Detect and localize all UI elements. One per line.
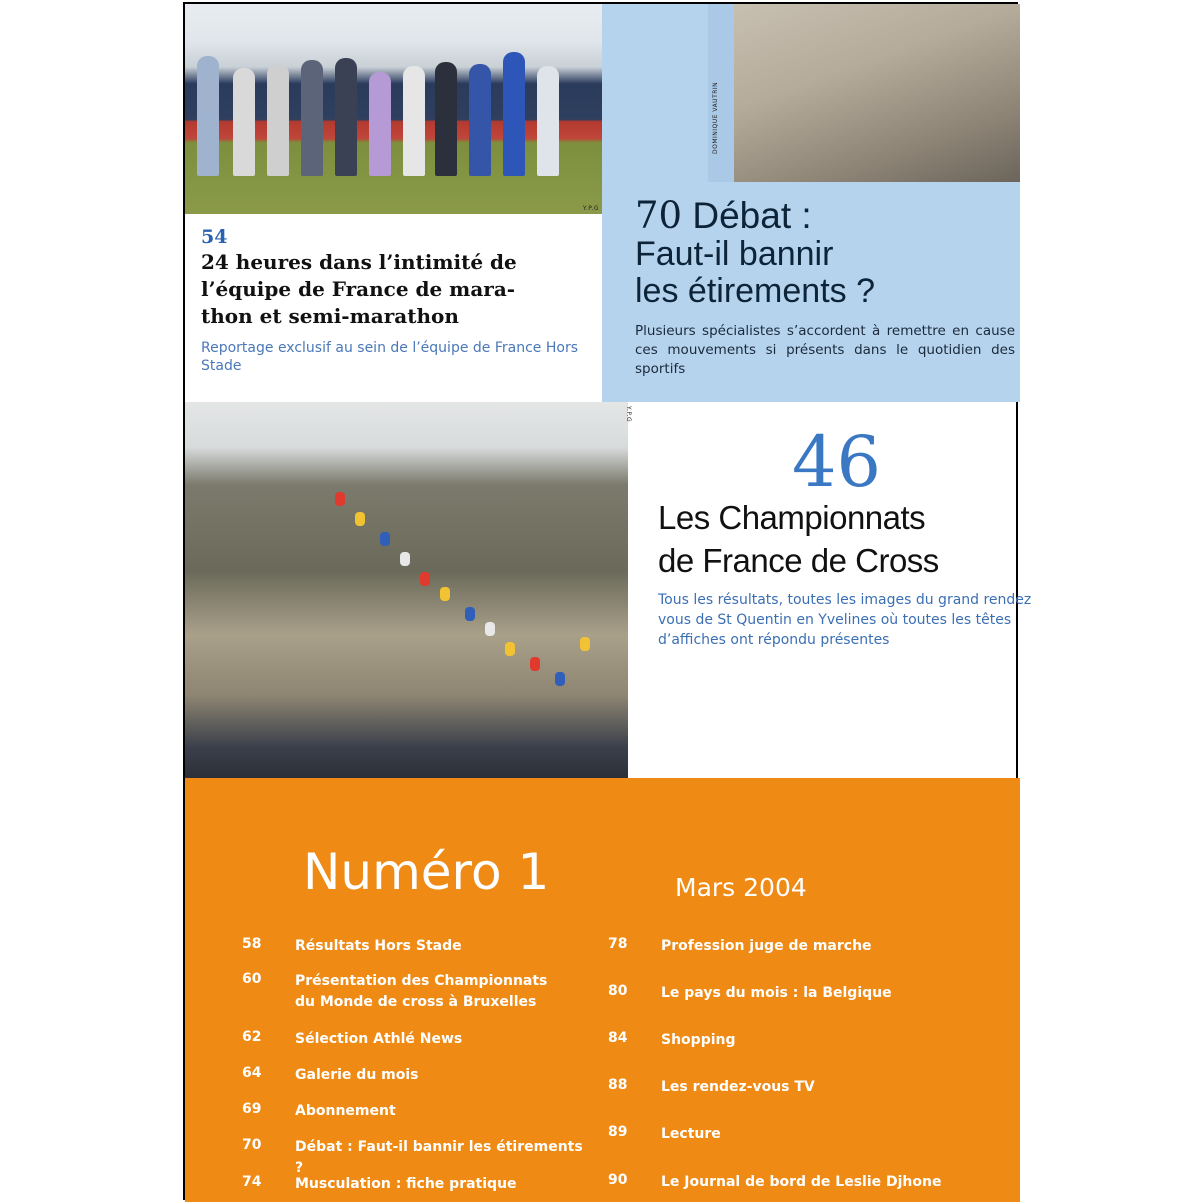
- photo-credit-cross: Y.P.G: [625, 406, 632, 423]
- photo-credit-stretch: DOMINIQUE VAUTRIN: [712, 81, 719, 154]
- article-54-description: Reportage exclusif au sein de l’équipe de France Hors Stade: [201, 340, 578, 374]
- article-54-title: 24 heures dans l’intimité de l’équipe de France de mara- thon et semi-marathon: [201, 250, 517, 328]
- toc-page: 70: [242, 1137, 262, 1153]
- article-70-description: Plusieurs spécialistes s’accordent à remettre en cause ces mouvements si présents dans le quotidien des sportifs: [635, 323, 1015, 377]
- toc-page: 74: [242, 1174, 262, 1190]
- article-70-page: 70: [635, 194, 683, 237]
- article-46-description: Tous les résultats, toutes les images du grand rendez vous de St Quentin en Yvelines où toutes les têtes d’affiches ont répondu présentes: [658, 592, 1032, 648]
- toc-title: Abonnement: [295, 1103, 396, 1119]
- article-46-title: Les Championnats de France de Cross: [658, 499, 939, 579]
- toc-title: Galerie du mois: [295, 1067, 419, 1083]
- article-46[interactable]: [658, 421, 1032, 650]
- toc-page: 58: [242, 936, 262, 952]
- toc-title: Le Journal de bord de Leslie Djhone: [661, 1174, 942, 1190]
- article-70-label: Débat :: [692, 195, 812, 236]
- toc-page: 80: [608, 983, 628, 999]
- toc-title: Résultats Hors Stade: [295, 938, 462, 954]
- article-70-title-1: Faut-il bannir: [635, 235, 834, 273]
- toc-page: 64: [242, 1065, 262, 1081]
- article-54-page: 54: [201, 226, 228, 248]
- toc-page: 62: [242, 1029, 262, 1045]
- toc-title: Le pays du mois : la Belgique: [661, 985, 892, 1001]
- article-54[interactable]: [201, 226, 601, 375]
- magazine-page: [183, 2, 1032, 1200]
- team-photo: [185, 4, 603, 214]
- stretching-photo: [708, 4, 1020, 182]
- toc-title: Shopping: [661, 1032, 736, 1048]
- issue-date: Mars 2004: [675, 873, 807, 902]
- toc-title: Sélection Athlé News: [295, 1031, 463, 1047]
- article-70-heading: [635, 196, 1015, 236]
- issue-title: Numéro 1: [303, 843, 550, 901]
- toc-page: 78: [608, 936, 628, 952]
- article-70-title-2: les étirements ?: [635, 272, 875, 310]
- toc-page: 90: [608, 1172, 628, 1188]
- toc-title: Présentation des Championnats du Monde de cross à Bruxelles: [295, 973, 548, 1010]
- article-46-page: 46: [792, 421, 882, 503]
- toc-page: 60: [242, 971, 262, 987]
- toc-page: 69: [242, 1101, 262, 1117]
- toc-title: Lecture: [661, 1126, 721, 1142]
- toc-title: Profession juge de marche: [661, 938, 872, 954]
- photo-credit-team: Y.P.G: [582, 205, 599, 212]
- toc-page: 88: [608, 1077, 628, 1093]
- toc-title: Débat : Faut-il bannir les étirements ?: [295, 1139, 583, 1176]
- toc-page: 89: [608, 1124, 628, 1140]
- toc-page: 84: [608, 1030, 628, 1046]
- toc-title: Les rendez-vous TV: [661, 1079, 815, 1095]
- cross-country-photo: [185, 402, 632, 778]
- toc-title: Musculation : fiche pratique: [295, 1176, 517, 1192]
- article-70[interactable]: [635, 196, 1015, 379]
